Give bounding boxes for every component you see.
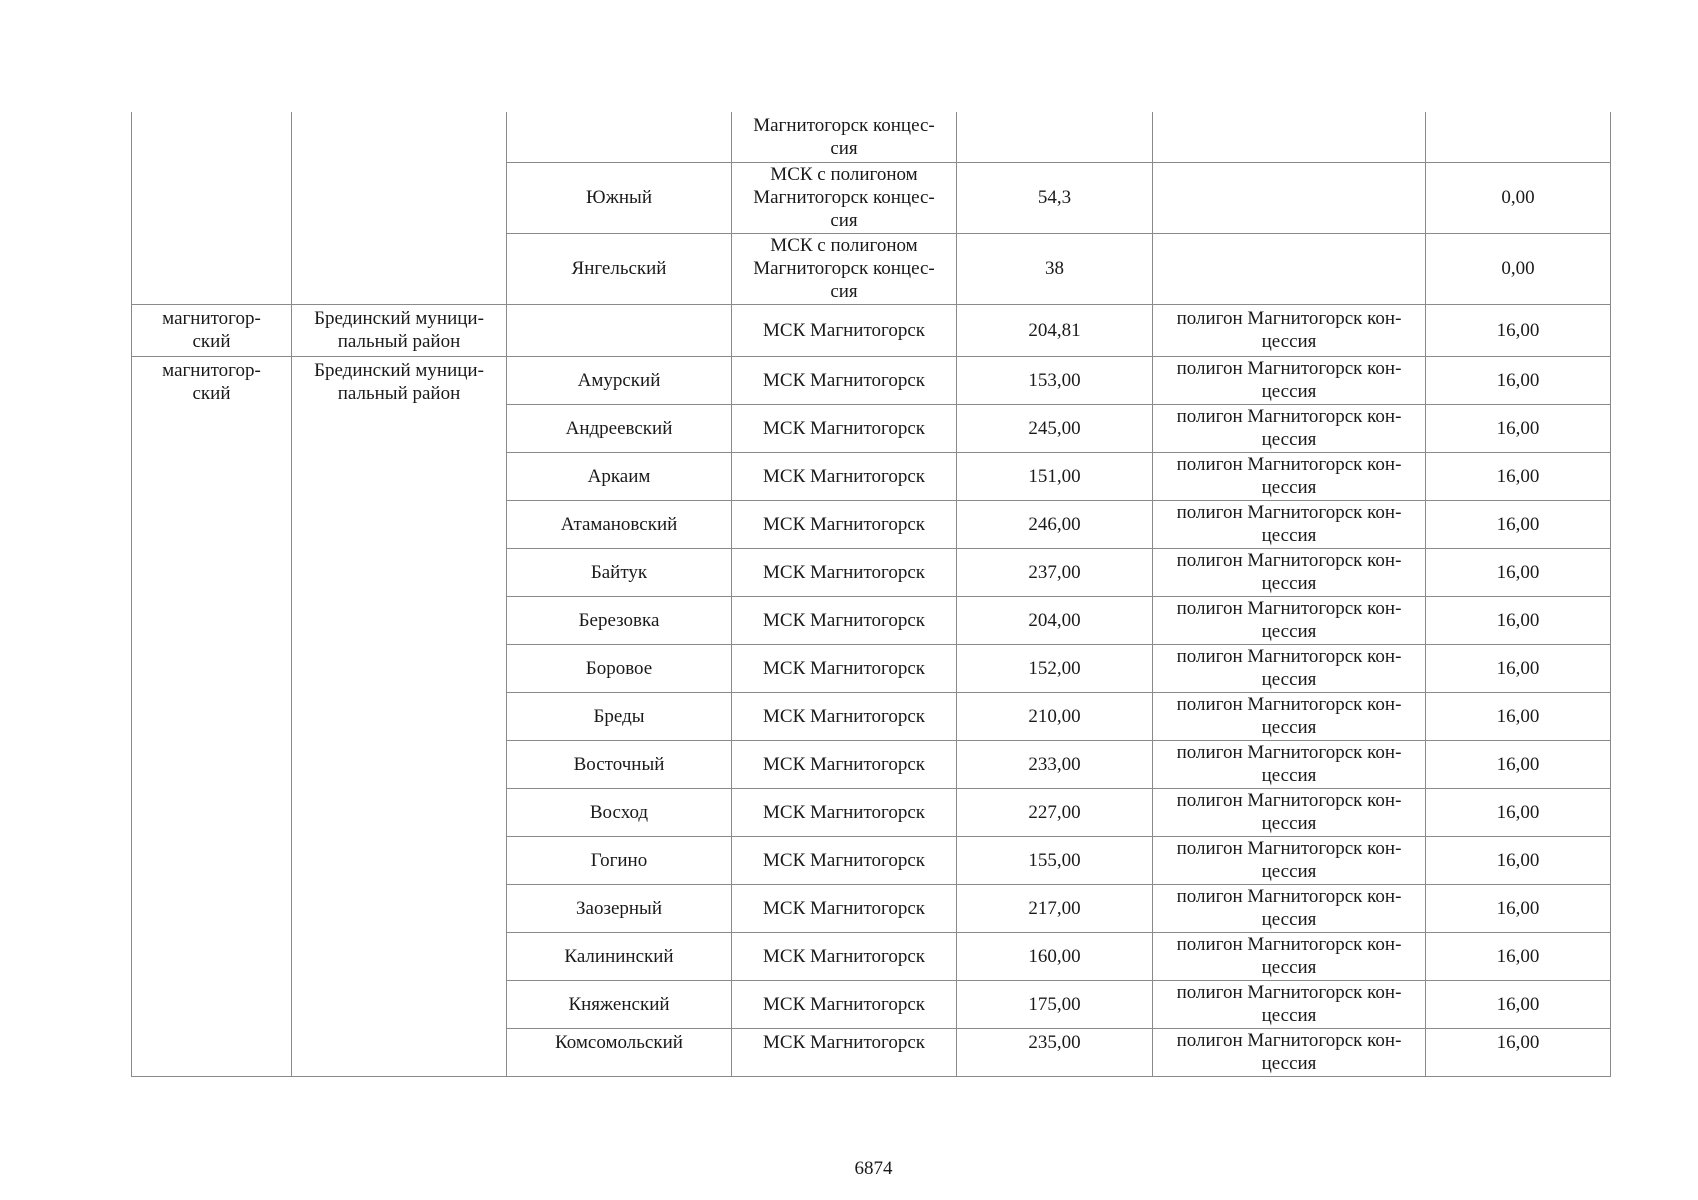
settlement-cell: Калининский [507, 932, 732, 980]
landfill-cell: полигон Магнитогорск кон- цессия [1153, 500, 1426, 548]
distance-cell: 233,00 [957, 740, 1153, 788]
settlement-cell: Княженский [507, 980, 732, 1028]
distance-cell: 235,00 [957, 1028, 1153, 1076]
landfill-cell: полигон Магнитогорск кон- цессия [1153, 404, 1426, 452]
landfill-cell: полигон Магнитогорск кон- цессия [1153, 788, 1426, 836]
distance-cell: 204,00 [957, 596, 1153, 644]
distance-cell: 160,00 [957, 932, 1153, 980]
distance-cell: 175,00 [957, 980, 1153, 1028]
operator-cell: МСК Магнитогорск [732, 356, 957, 404]
distance-cell [957, 112, 1153, 162]
tariff-cell [1426, 112, 1611, 162]
tariff-cell: 16,00 [1426, 740, 1611, 788]
tariff-cell: 16,00 [1426, 644, 1611, 692]
operator-cell: МСК Магнитогорск [732, 404, 957, 452]
distance-cell: 151,00 [957, 452, 1153, 500]
operator-cell: МСК Магнитогорск [732, 304, 957, 356]
landfill-cell: полигон Магнитогорск кон- цессия [1153, 452, 1426, 500]
settlement-cell: Южный [507, 162, 732, 233]
data-table [131, 112, 1611, 1077]
distance-cell: 54,3 [957, 162, 1153, 233]
table-row [132, 356, 1611, 404]
operator-cell: МСК Магнитогорск [732, 500, 957, 548]
settlement-cell: Восход [507, 788, 732, 836]
tariff-cell: 16,00 [1426, 404, 1611, 452]
distance-cell: 210,00 [957, 692, 1153, 740]
tariff-cell: 16,00 [1426, 304, 1611, 356]
operator-cell: Магнитогорск концес- сия [732, 112, 957, 162]
settlement-cell: Аркаим [507, 452, 732, 500]
district-cell: Брединский муници- пальный район [292, 304, 507, 356]
operator-cell: МСК с полигоном Магнитогорск концес- сия [732, 162, 957, 233]
operator-cell: МСК Магнитогорск [732, 788, 957, 836]
operator-cell: МСК с полигоном Магнитогорск концес- сия [732, 233, 957, 304]
tariff-cell: 16,00 [1426, 500, 1611, 548]
table-row [132, 304, 1611, 356]
landfill-cell: полигон Магнитогорск кон- цессия [1153, 356, 1426, 404]
settlement-cell [507, 304, 732, 356]
distance-cell: 152,00 [957, 644, 1153, 692]
settlement-cell: Амурский [507, 356, 732, 404]
zone-cell: магнитогор- ский [132, 304, 292, 356]
landfill-cell: полигон Магнитогорск кон- цессия [1153, 692, 1426, 740]
landfill-cell: полигон Магнитогорск кон- цессия [1153, 304, 1426, 356]
table-row [132, 112, 1611, 162]
tariff-cell: 16,00 [1426, 692, 1611, 740]
operator-cell: МСК Магнитогорск [732, 1028, 957, 1076]
settlement-cell: Комсомольский [507, 1028, 732, 1076]
distance-cell: 246,00 [957, 500, 1153, 548]
operator-cell: МСК Магнитогорск [732, 452, 957, 500]
tariff-cell: 16,00 [1426, 788, 1611, 836]
tariff-cell: 0,00 [1426, 162, 1611, 233]
operator-cell: МСК Магнитогорск [732, 740, 957, 788]
tariff-cell: 16,00 [1426, 596, 1611, 644]
landfill-cell: полигон Магнитогорск кон- цессия [1153, 884, 1426, 932]
operator-cell: МСК Магнитогорск [732, 692, 957, 740]
settlement-cell: Байтук [507, 548, 732, 596]
operator-cell: МСК Магнитогорск [732, 884, 957, 932]
landfill-cell: полигон Магнитогорск кон- цессия [1153, 1028, 1426, 1076]
operator-cell: МСК Магнитогорск [732, 932, 957, 980]
distance-cell: 38 [957, 233, 1153, 304]
tariff-cell: 16,00 [1426, 452, 1611, 500]
operator-cell: МСК Магнитогорск [732, 836, 957, 884]
tariff-cell: 16,00 [1426, 932, 1611, 980]
settlement-cell [507, 112, 732, 162]
distance-cell: 217,00 [957, 884, 1153, 932]
landfill-cell: полигон Магнитогорск кон- цессия [1153, 740, 1426, 788]
landfill-cell: полигон Магнитогорск кон- цессия [1153, 548, 1426, 596]
landfill-cell: полигон Магнитогорск кон- цессия [1153, 644, 1426, 692]
settlement-cell: Янгельский [507, 233, 732, 304]
settlement-cell: Андреевский [507, 404, 732, 452]
page-number: 6874 [854, 1158, 893, 1179]
distance-cell: 237,00 [957, 548, 1153, 596]
distance-cell: 227,00 [957, 788, 1153, 836]
zone-cell: магнитогор- ский [132, 356, 292, 1076]
tariff-cell: 16,00 [1426, 548, 1611, 596]
operator-cell: МСК Магнитогорск [732, 548, 957, 596]
operator-cell: МСК Магнитогорск [732, 596, 957, 644]
landfill-cell: полигон Магнитогорск кон- цессия [1153, 836, 1426, 884]
landfill-cell: полигон Магнитогорск кон- цессия [1153, 932, 1426, 980]
settlement-cell: Боровое [507, 644, 732, 692]
settlement-cell: Восточный [507, 740, 732, 788]
landfill-cell: полигон Магнитогорск кон- цессия [1153, 596, 1426, 644]
tariff-cell: 16,00 [1426, 980, 1611, 1028]
tariff-cell: 16,00 [1426, 356, 1611, 404]
settlement-cell: Гогино [507, 836, 732, 884]
settlement-cell: Атамановский [507, 500, 732, 548]
district-cell [292, 112, 507, 304]
tariff-cell: 16,00 [1426, 836, 1611, 884]
landfill-cell [1153, 112, 1426, 162]
settlement-cell: Бреды [507, 692, 732, 740]
settlement-cell: Заозерный [507, 884, 732, 932]
distance-cell: 204,81 [957, 304, 1153, 356]
tariff-cell: 16,00 [1426, 884, 1611, 932]
operator-cell: МСК Магнитогорск [732, 644, 957, 692]
tariff-cell: 16,00 [1426, 1028, 1611, 1076]
landfill-cell [1153, 162, 1426, 233]
distance-cell: 245,00 [957, 404, 1153, 452]
district-cell: Брединский муници- пальный район [292, 356, 507, 1076]
distance-cell: 153,00 [957, 356, 1153, 404]
zone-cell [132, 112, 292, 304]
distance-cell: 155,00 [957, 836, 1153, 884]
landfill-cell: полигон Магнитогорск кон- цессия [1153, 980, 1426, 1028]
settlement-cell: Березовка [507, 596, 732, 644]
operator-cell: МСК Магнитогорск [732, 980, 957, 1028]
tariff-cell: 0,00 [1426, 233, 1611, 304]
landfill-cell [1153, 233, 1426, 304]
